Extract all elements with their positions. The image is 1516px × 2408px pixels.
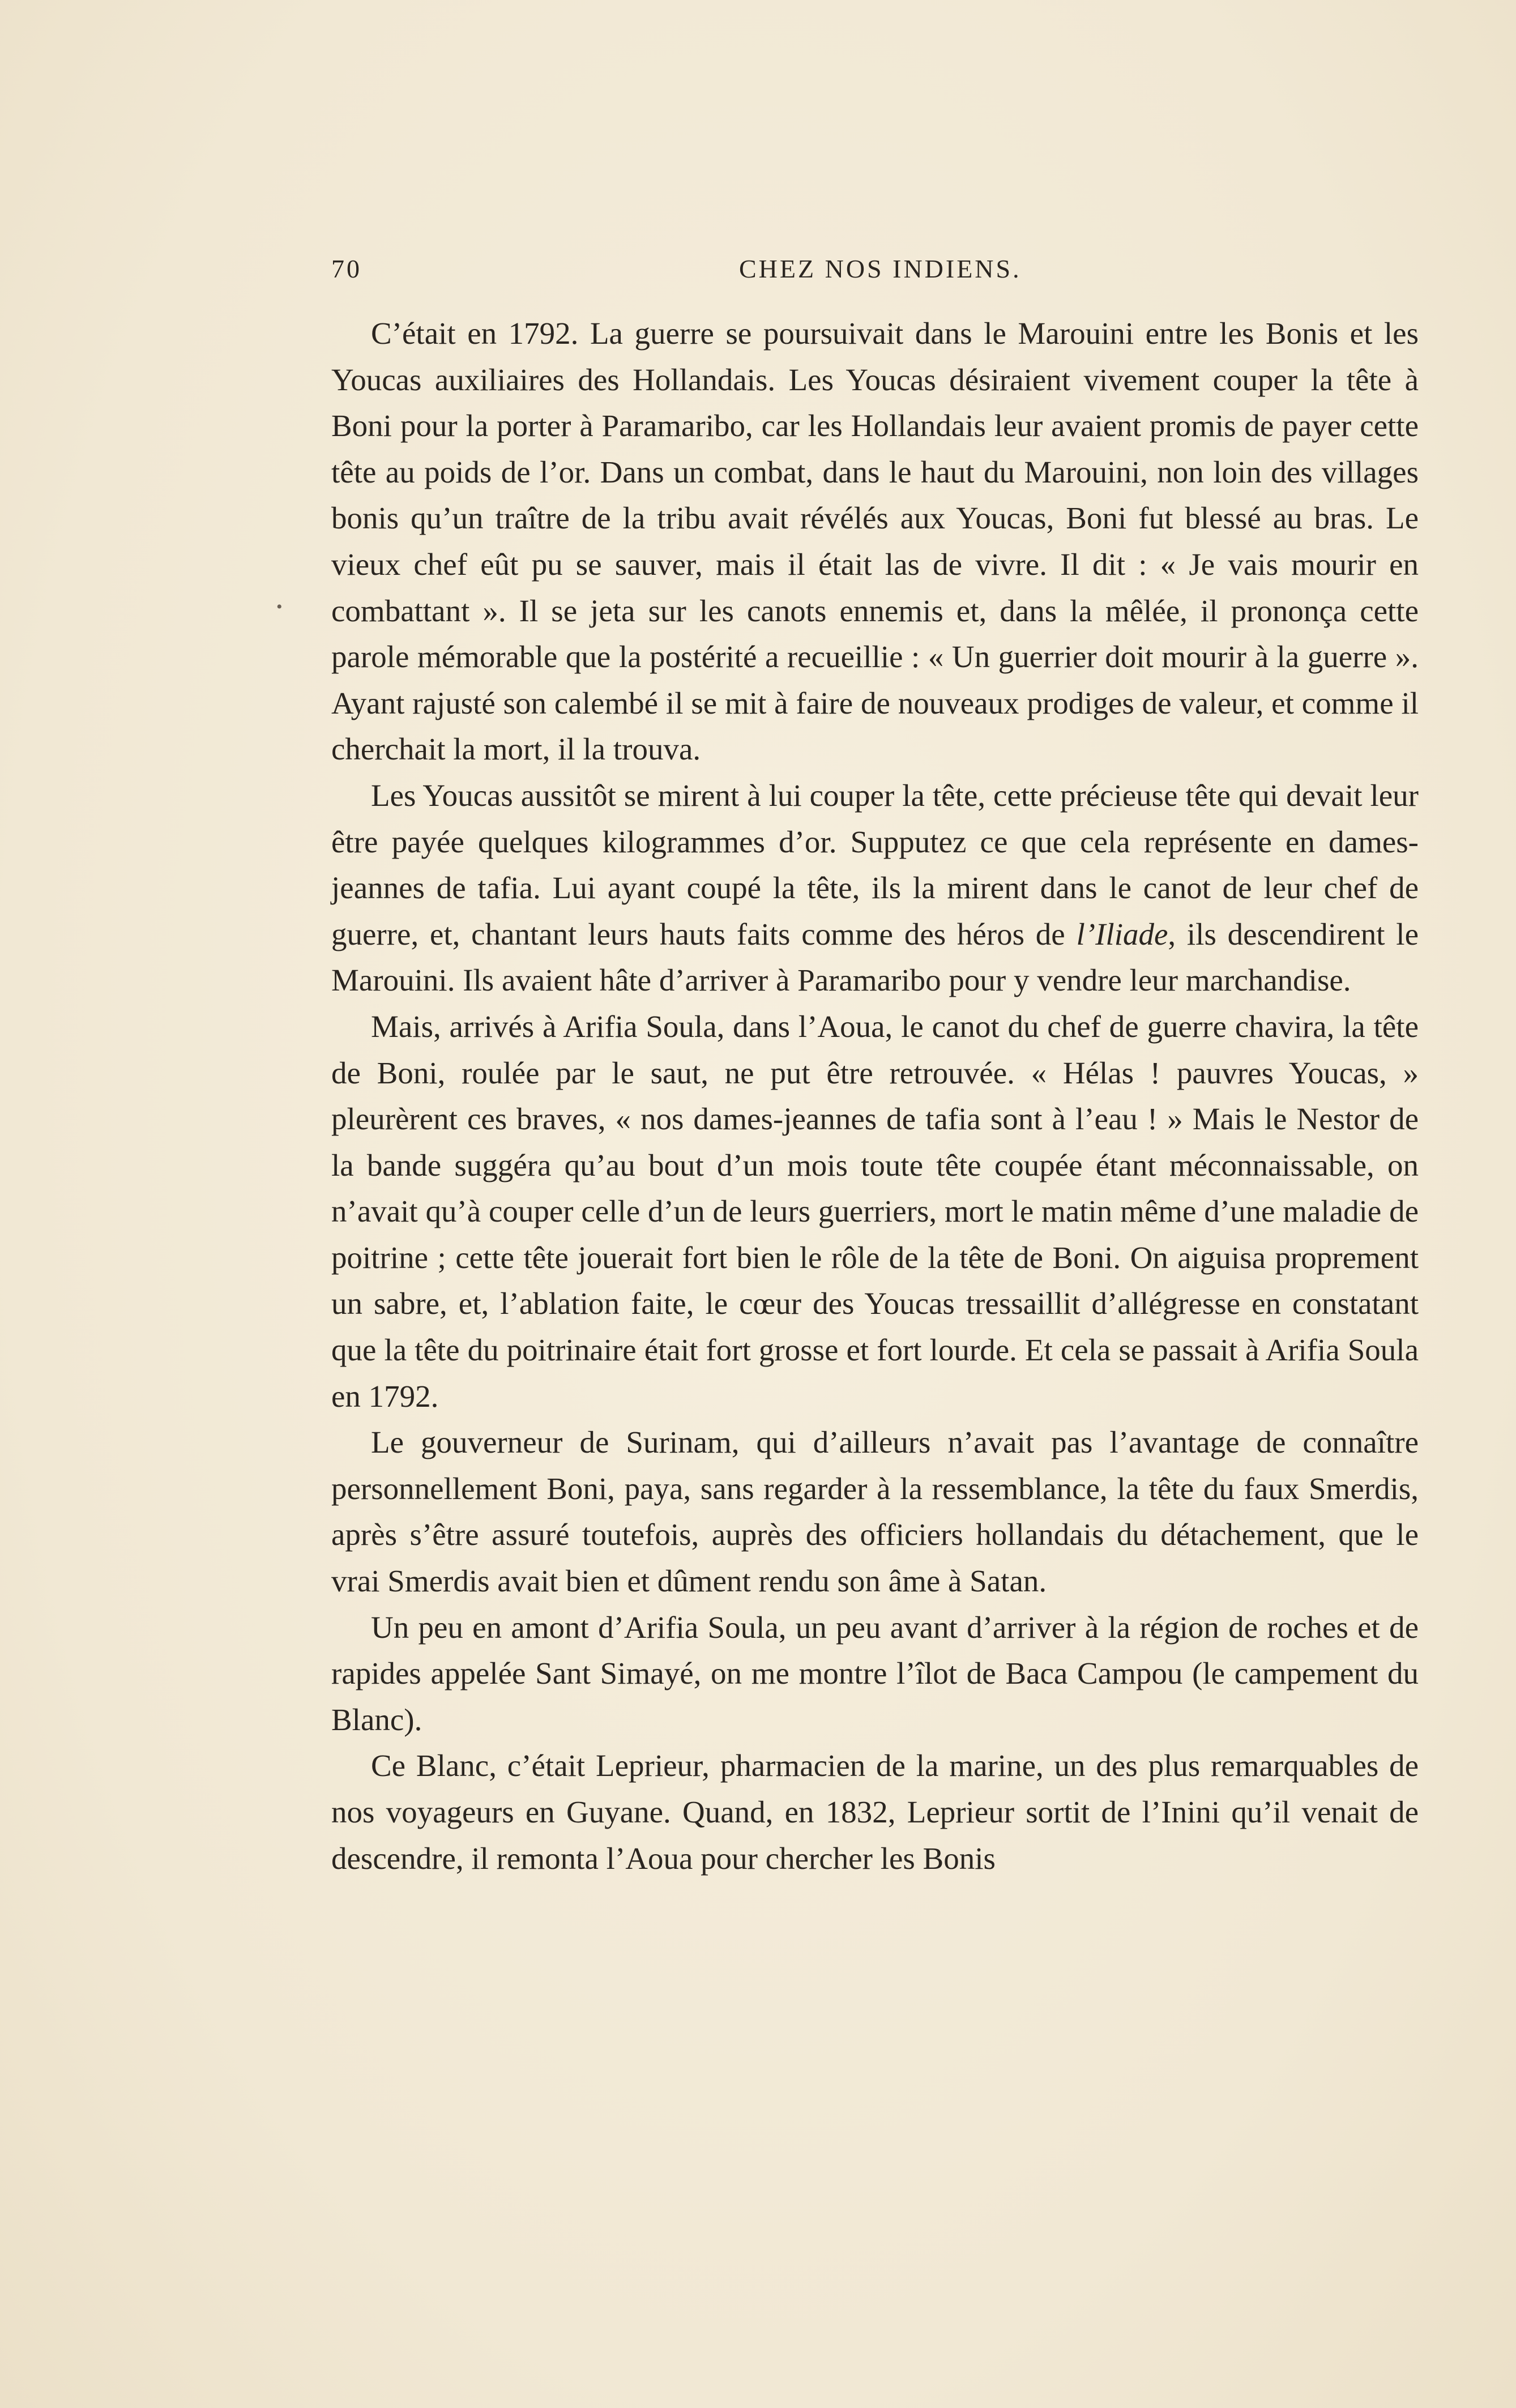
paragraph: Ce Blanc, c’était Leprieur, pharmacien de la marine, un des plus remarquables de nos voyageurs en Guyane. Quand, en 1832, Leprieur sortit de l’Inini qu’il venait de descendre, il remonta l’Aoua pour chercher les Bonis (331, 1748, 1419, 1876)
running-title: CHEZ NOS INDIENS. (739, 254, 1022, 283)
page-number: 70 (331, 254, 362, 283)
paragraph: Le gouverneur de Surinam, qui d’ailleurs n’avait pas l’avantage de connaître personnellement Boni, paya, sans regarder à la ressemblance, la tête du faux Smerdis, après s’être assuré toutefois, auprès des officiers hollandais du détachement, que le vrai Smerdis avait bien et dûment rendu son âme à Satan. (331, 1425, 1419, 1599)
book-title-italic: l’Iliade (1076, 916, 1168, 951)
paragraph-text: Les Youcas aussitôt se mirent à lui couper la tête, cette précieuse tête qui devait leur être payée quelques kilogrammes d’or. Supputez ce que cela représente en dames-jeannes de tafia. Lui ayant coupé la tête, ils la mirent dans le canot de leur chef de guerre, et, chantant leurs hauts faits comme des héros de (331, 778, 1419, 951)
paragraph (331, 772, 1419, 1004)
paragraph: Un peu en amont d’Arifia Soula, un peu avant d’arriver à la région de roches et de rapides appelée Sant Simayé, on me montre l’îlot de Baca Campou (le campement du Blanc). (331, 1609, 1419, 1737)
paragraph: Mais, arrivés à Arifia Soula, dans l’Aoua, le canot du chef de guerre chavira, la tête de Boni, roulée par le saut, ne put être retrouvée. « Hélas ! pauvres Youcas, » pleurèrent ces braves, « nos dames-jeannes de tafia sont à l’eau ! » Mais le Nestor de la bande suggéra qu’au bout d’un mois toute tête coupée étant méconnaissable, on n’avait qu’à couper celle d’un de leurs guerriers, mort le matin même d’une maladie de poitrine ; cette tête jouerait fort bien le rôle de la tête de Boni. On aiguisa proprement un sabre, et, l’ablation faite, le cœur des Youcas tressaillit d’allégresse en constatant que la tête du poitrinaire était fort grosse et fort lourde. Et cela se passait à Arifia Soula en 1792. (331, 1009, 1419, 1414)
running-header (331, 254, 1419, 288)
margin-mark: • (276, 597, 283, 616)
paragraph-text: , ils descendirent le Marouini. Ils avaient hâte d’arriver à Paramaribo pour y vendre leur marchandise. (331, 916, 1419, 998)
paragraph: C’était en 1792. La guerre se poursuivait dans le Marouini entre les Bonis et les Youcas auxiliaires des Hollandais. Les Youcas désiraient vivement couper la tête à Boni pour la porter à Paramaribo, car les Hollandais leur avaient promis de payer cette tête au poids de l’or. Dans un combat, dans le haut du Marouini, non loin des villages bonis qu’un traître de la tribu avait révélés aux Youcas, Boni fut blessé au bras. Le vieux chef eût pu se sauver, mais il était las de vivre. Il dit : « Je vais mourir en combattant ». Il se jeta sur les canots ennemis et, dans la mêlée, il prononça cette parole mémorable que la postérité a recueillie : « Un guerrier doit mourir à la guerre ». Ayant rajusté son calembé il se mit à faire de nouveaux prodiges de valeur, et comme il cherchait la mort, il la trouva. (331, 316, 1419, 767)
body-text (331, 310, 1419, 1881)
